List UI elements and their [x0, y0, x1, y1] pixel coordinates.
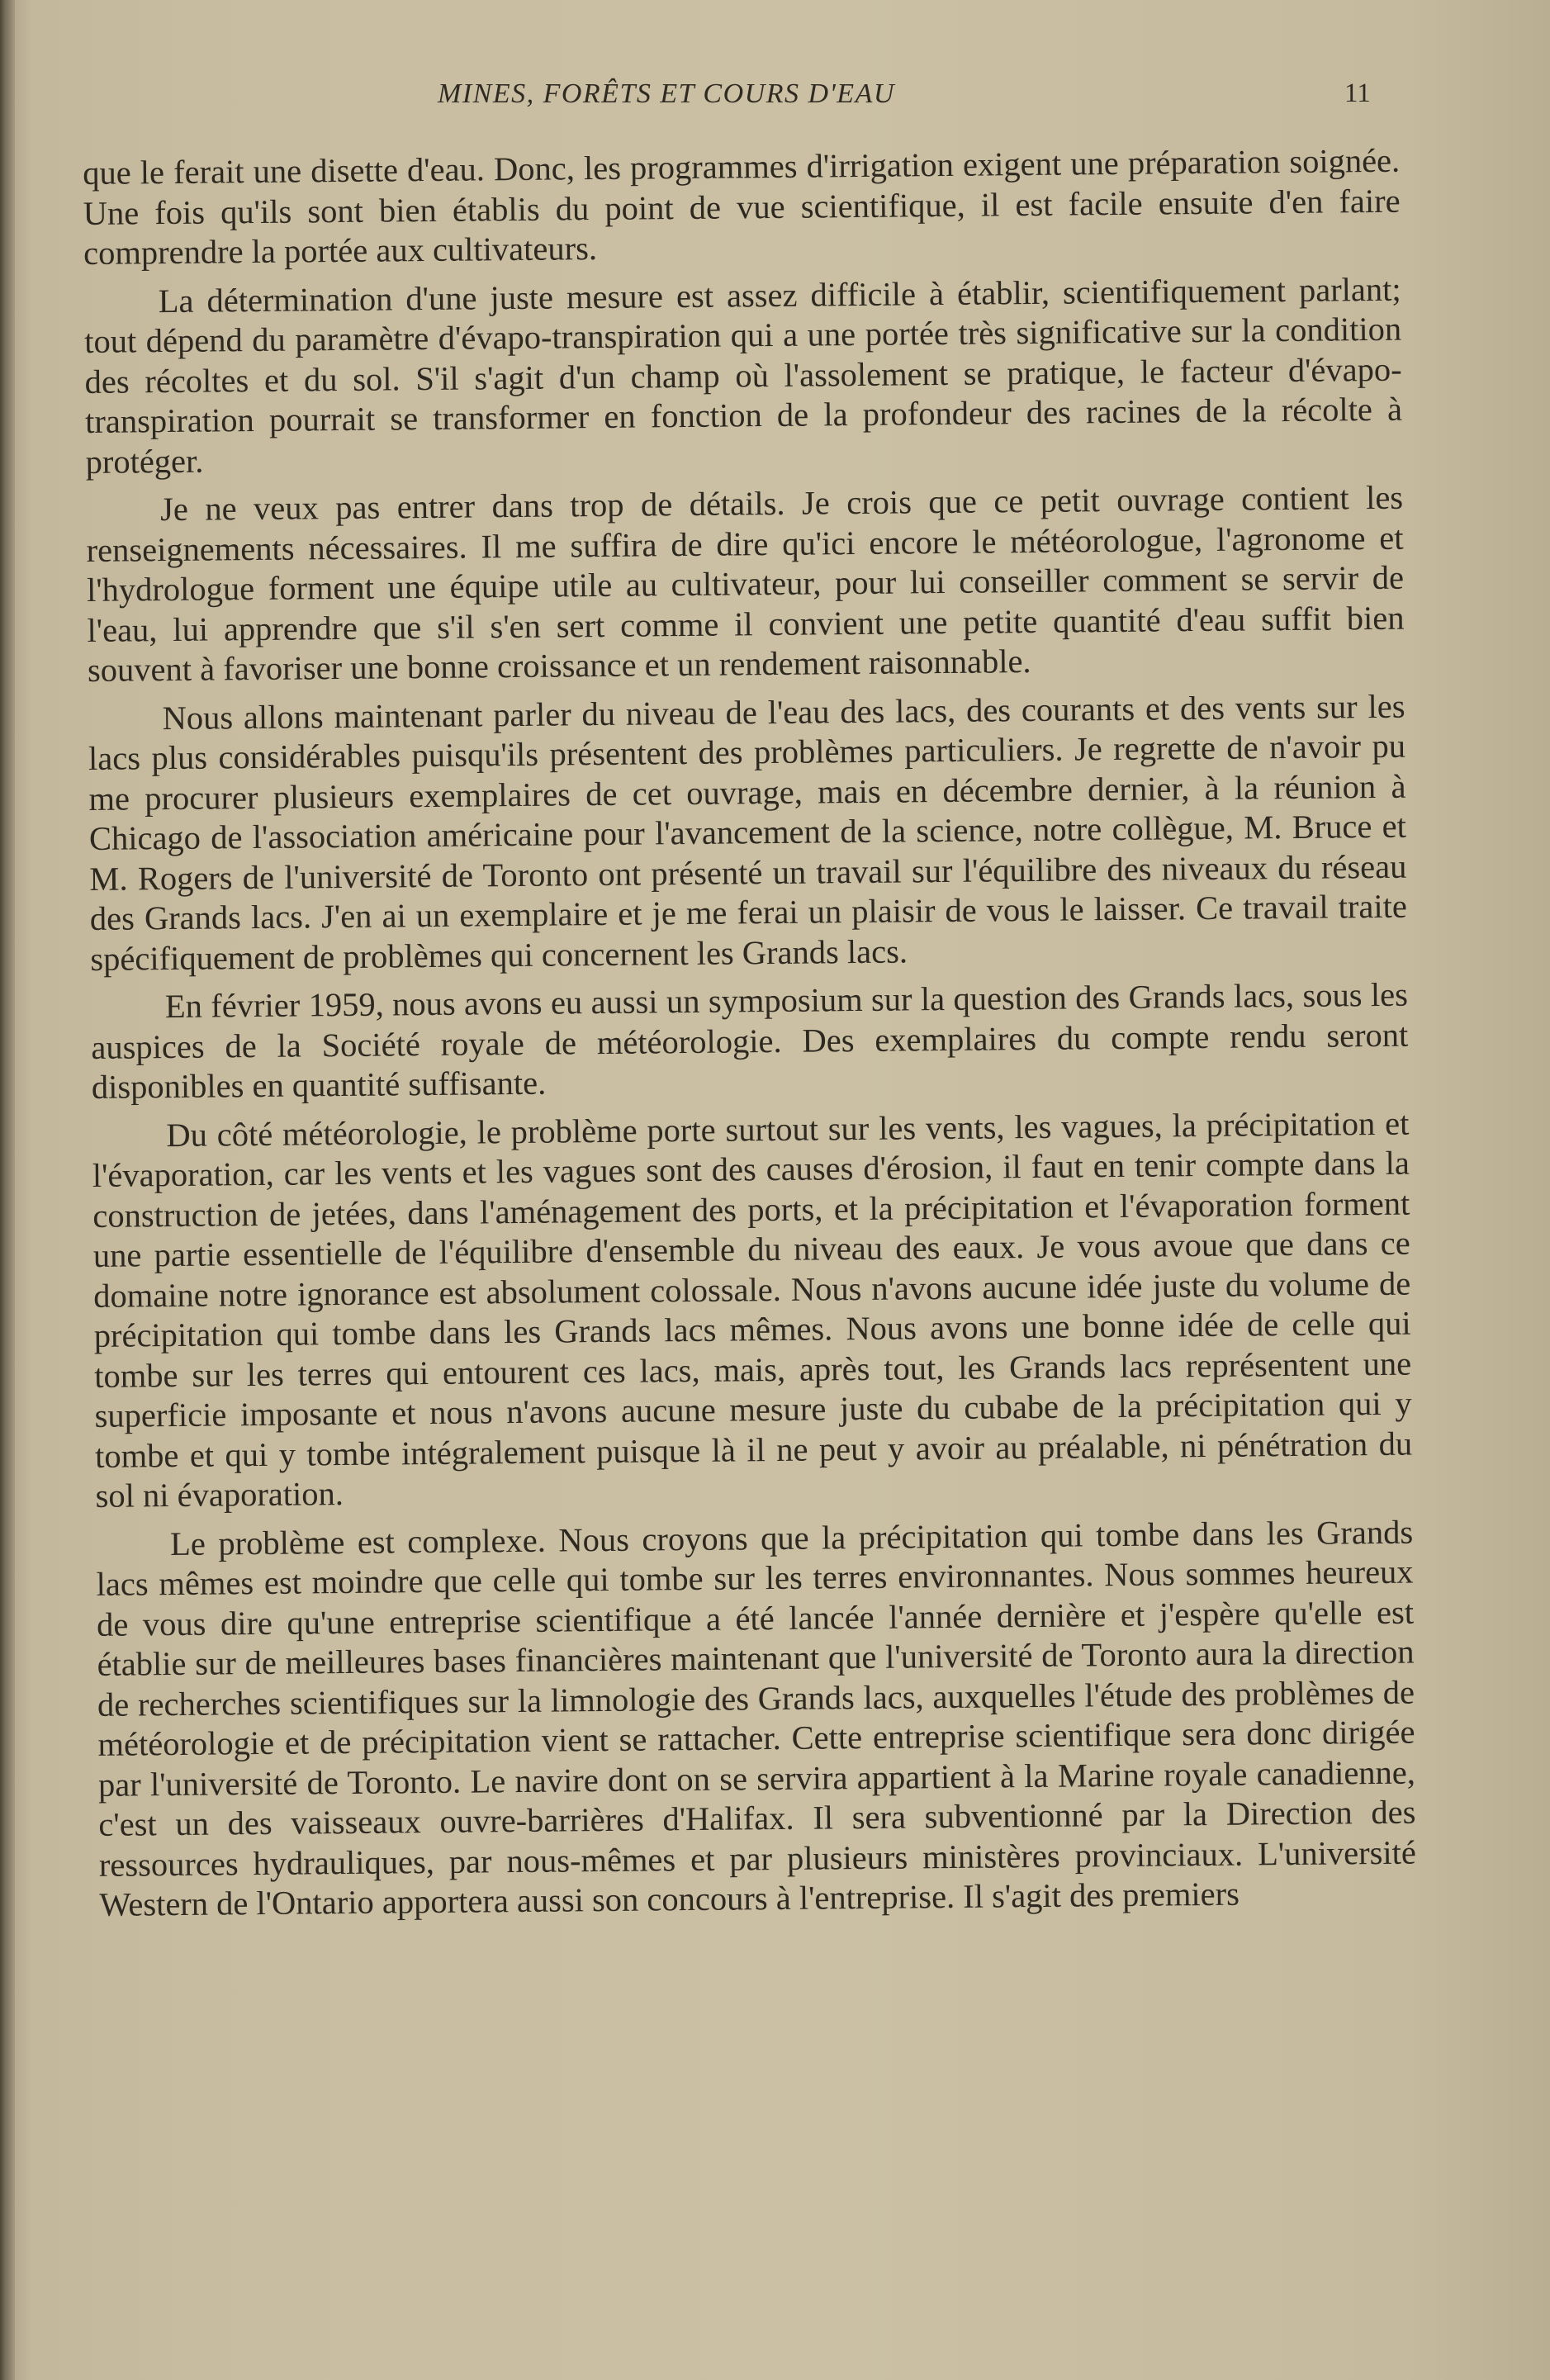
paragraph: Nous allons maintenant parler du niveau de l'eau des lacs, des courants et des vents sur les lacs plus considérables puisqu'ils présentent des problèmes particuliers. Je regrette de n'avoir pu me procurer plusieurs exemplaires de cet ouvrage, mais en décembre dernier, à la réunion à Chicago de l'association américaine pour l'avancement de la science, notre collègue, M. Bruce et M. Rogers de l'université de Toronto ont présenté un travail sur l'équilibre des niveaux du réseau des Grands lacs. J'en ai un exemplaire et je me ferai un plaisir de vous le laisser. Ce travail traite spécifiquement de problèmes qui concernent les Grands lacs.	[88, 687, 1408, 978]
paragraph: Le problème est complexe. Nous croyons que la précipitation qui tombe dans les Grands lacs mêmes est moindre que celle qui tombe sur les terres environnantes. Nous sommes heureux de vous dire qu'une entreprise scientifique a été lancée l'année dernière et j'espère qu'elle est établie sur de meilleures bases financières maintenant que l'université de Toronto aura la direction de recherches scientifiques sur la limnologie des Grands lacs, auxquelles l'étude des problèmes de météorologie et de précipitation vient se rattacher. Cette entreprise scientifique sera donc dirigée par l'université de Toronto. Le navire dont on se servira appartient à la Marine royale canadienne, c'est un des vaisseaux ouvre-barrières d'Halifax. Il sera subventionné par la Direction des ressources hydrauliques, par nous-mêmes et par plusieurs ministères provinciaux. L'université Western de l'Ontario apportera aussi son concours à l'entreprise. Il s'agit des premiers	[96, 1513, 1417, 1923]
paragraph: Du côté météorologie, le problème porte surtout sur les vents, les vagues, la précipitation et l'évaporation, car les vents et les vagues sont des causes d'érosion, il faut en tenir compte dans la construction de jetées, dans l'aménagement des ports, et la précipitation et l'évaporation forment une partie essentielle de l'équilibre d'ensemble du niveau des eaux. Je vous avoue que dans ce domaine notre ignorance est absolument colossale. Nous n'avons aucune idée juste du volume de précipitation qui tombe dans les Grands lacs mêmes. Nous avons une bonne idée de celle qui tombe sur les terres qui entourent ces lacs, mais, après tout, les Grands lacs représentent une superficie imposante et nous n'avons aucune mesure juste du cubabe de la précipitation qui y tombe et qui y tombe intégralement puisque là il ne peut y avoir au préalable, ni pénétration du sol ni évaporation.	[92, 1104, 1413, 1515]
paragraph: En février 1959, nous avons eu aussi un symposium sur la question des Grands lacs, sous les auspices de la Société royale de météorologie. Des exemplaires du compte rendu seront disponibles en quantité suffisante.	[91, 975, 1409, 1106]
body-text	[83, 141, 1417, 1926]
paragraph: La détermination d'une juste mesure est assez difficile à établir, scientifiquement parlant; tout dépend du paramètre d'évapo-transpiration qui a une portée très significative sur la condition des récoltes et du sol. S'il s'agit d'un champ où l'assolement se pratique, le facteur d'évapo-transpiration pourrait se transformer en fonction de la profondeur des racines de la récolte à protéger.	[83, 270, 1403, 481]
running-head: MINES, FORÊTS ET COURS D'EAU	[438, 78, 895, 109]
page-number: 11	[1344, 78, 1371, 108]
page-binding-edge	[0, 0, 15, 2380]
paragraph: Je ne veux pas entrer dans trop de détails. Je crois que ce petit ouvrage contient les renseignements nécessaires. Il me suffira de dire qu'ici encore le météorologue, l'agronome et l'hydrologue forment une équipe utile au cultivateur, pour lui conseiller comment se servir de l'eau, lui apprendre que s'il s'en sert comme il convient une petite quantité d'eau suffit bien souvent à favoriser une bonne croissance et un rendement raisonnable.	[86, 478, 1405, 689]
paragraph-continuation: que le ferait une disette d'eau. Donc, les programmes d'irrigation exigent une préparation soignée. Une fois qu'ils sont bien établis du point de vue scientifique, il est facile ensuite d'en faire comprendre la portée aux cultivateurs.	[83, 141, 1401, 272]
